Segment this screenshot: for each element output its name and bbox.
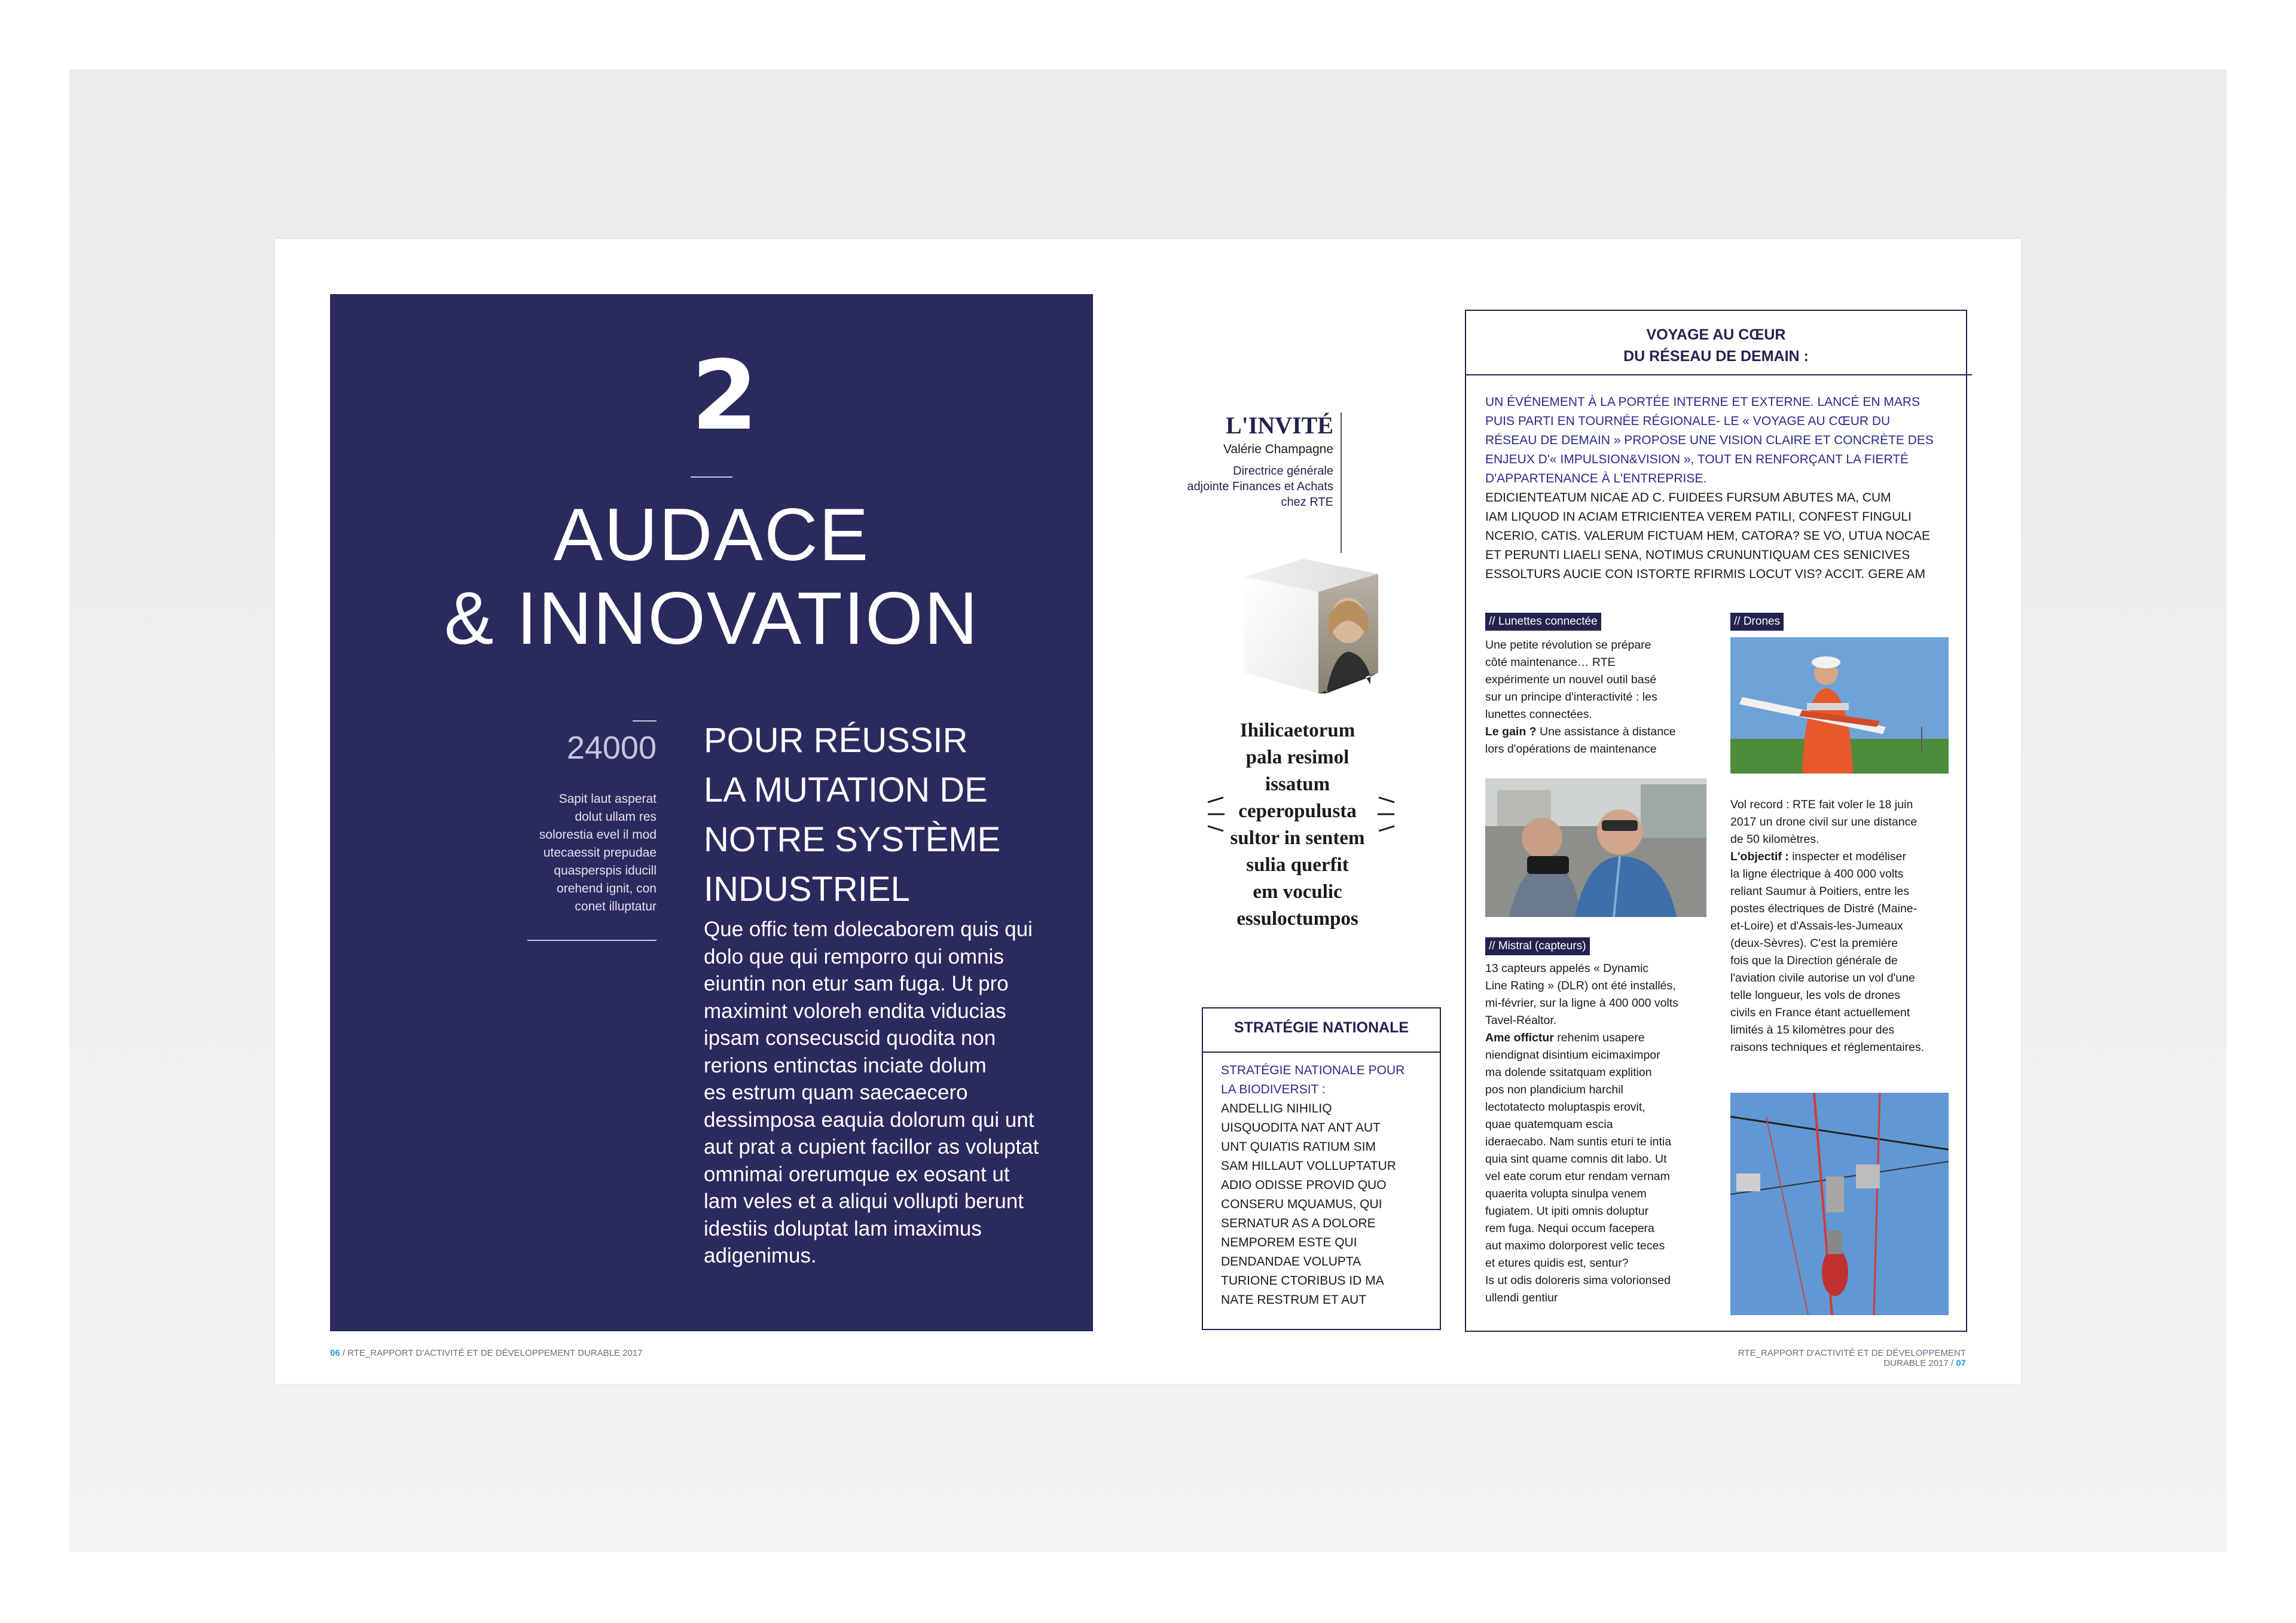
- lunettes-text: Une petite révolution se prépare côté maintenance… RTE expérimente un nouvel outil basé sur un principe d'interactivité : les lunettes connectées. Le gain ? Une assistance à distance lors d'opérations de maintenance: [1485, 638, 1676, 756]
- chapter-title-line2: & INNOVATION: [444, 577, 979, 660]
- magazine-spread: [275, 239, 2021, 1384]
- strategie-rule: [1203, 1052, 1440, 1053]
- invite-name: Valérie Champagne: [1223, 442, 1333, 456]
- photo-mistral: [1730, 1093, 1949, 1315]
- portrait-cube: [1232, 550, 1405, 705]
- stat-number: 24000: [566, 730, 657, 766]
- voyage-lead: UN ÉVÉNEMENT À LA PORTÉE INTERNE ET EXTERNE. LANCÉ EN MARS PUIS PARTI EN TOURNÉE RÉGIONALE- LE « VOYAGE AU CŒUR DU RÉSEAU DE DEMAIN » PROPOSE UNE VISION CLAIRE ET CONCRÈTE DES ENJEUX D'« IMPULSION&VISION », TOUT EN RENFORÇANT LA FIERTÉ D'APPARTENANCE À L'ENTREPRISE.: [1485, 395, 1934, 485]
- chapter-panel: [330, 294, 1093, 1331]
- chapter-body-text: Que offic tem dolecaborem quis qui dolo que qui remporro qui omnis eiuntin non etur sam fuga. Ut pro maximint voloreh endita viducias ipsam consecuscid quodita non rerions entinctas inciate dolum es estrum quam saecaecero dessimposa eaquia dolorum qui unt aut prat a cupient facillor as voluptat omnimai orerumque ex eosant ut lam veles et a aliqui vollupti berunt idestiis doluptat lam imaximus adigenimus.: [704, 918, 1039, 1267]
- quote-mark-right-icon: [1374, 794, 1398, 836]
- page-number-right: 07: [1956, 1358, 1966, 1368]
- page-number-left: 06: [330, 1348, 340, 1358]
- tag-lunettes: // Lunettes connectée: [1485, 613, 1601, 631]
- chapter-number: 2: [691, 340, 758, 451]
- chapter-number-rule: [691, 476, 732, 478]
- voyage-body: EDICIENTEATUM NICAE AD C. FUIDEES FURSUM ABUTES MA, CUM IAM LIQUOD IN ACIAM ETRICIENTEA VEREM PATILI, CONFEST FINGULI NCERIO, CATIS. VALERUM FICTUAM HEM, CATORA? SE VO, UTUA NOCAE ET PERUNTI LIAELI SENA, NOTIMUS CRUNUNTIQUAM CES SENICIVES ESSOLTURS AUCIE CON ISTORTE RFIRMIS LOCUT VIS? ACCIT. GERE AM: [1485, 491, 1931, 581]
- invite-connector-line: [1341, 412, 1342, 553]
- voyage-title: VOYAGE AU CŒUR DU RÉSEAU DE DEMAIN :: [1623, 326, 1809, 365]
- chapter-title-line1: AUDACE: [553, 494, 870, 576]
- photo-drones: [1730, 637, 1949, 774]
- voyage-rule: [1466, 374, 1972, 375]
- strategie-box: [1202, 1007, 1441, 1330]
- chapter-subtitle: POUR RÉUSSIR LA MUTATION DE NOTRE SYSTÈME INDUSTRIEL: [704, 721, 1001, 909]
- footer-right-text: RTE_RAPPORT D'ACTIVITÉ ET DE DÉVELOPPEMENT DURABLE 2017 /: [1738, 1348, 1966, 1368]
- footer-right: [1698, 1348, 1966, 1368]
- photo-lunettes: [1485, 778, 1706, 917]
- stat-caption: Sapit laut asperat dolut ullam res solorestia evel il mod utecaessit prepudae quasperspis iducill orehend ignit, con conet illuptatur: [539, 792, 657, 913]
- voyage-box: [1465, 310, 1967, 1332]
- strategie-title: STRATÉGIE NATIONALE: [1234, 1019, 1409, 1036]
- invite-quote: Ihilicaetorum pala resimol issatum ceperopulusta sultor in sentem sulia querfit em voculic essuloctumpos: [1230, 720, 1365, 930]
- footer-left: [330, 1348, 643, 1358]
- tag-mistral: // Mistral (capteurs): [1485, 937, 1590, 955]
- mistral-text: 13 capteurs appelés « Dynamic Line Rating » (DLR) ont été installés, mi-février, sur la ligne à 400 000 volts Tavel-Réaltor. Ame offictur rehenim usapere niendignat disintium eicimaximpor ma dolende ssitatquam explition pos non plandicium harchil lectotatecto moluptaspis erovit, quae quatemquam escia ideraecabo. Nam suntis eturi te intia quia sint quame comnis dit labo. Ut vel eate corum etur rendam vernam quaerita volupta sinulpa venem fugiatem. Ut ipiti omnis doluptur rem fuga. Nequi occum facepera aut maximo dolorporest velic teces et etures quidis est, sentur? Is ut odis doloreris sima volorionsed ullendi gentiur: [1485, 962, 1678, 1304]
- strategie-body: ANDELLIG NIHILIQ UISQUODITA NAT ANT AUT UNT QUIATIS RATIUM SIM SAM HILLAUT VOLLUPTATUR ADIO ODISSE PROVID QUO CONSERU MQUAMUS, QUI SERNATUR AS A DOLORE NEMPOREM ESTE QUI DENDANDAE VOLUPTA TURIONE CTORIBUS ID MA NATE RESTRUM ET AUT: [1221, 1102, 1396, 1307]
- footer-left-text: / RTE_RAPPORT D'ACTIVITÉ ET DE DÉVELOPPEMENT DURABLE 2017: [340, 1348, 643, 1358]
- invite-title: L'INVITÉ: [1225, 412, 1333, 439]
- strategie-lead: STRATÉGIE NATIONALE POUR LA BIODIVERSIT :: [1221, 1063, 1405, 1096]
- invite-role: Directrice générale adjointe Finances et Achats chez RTE: [1187, 464, 1333, 509]
- mistral-ame-label: Ame offictur: [1485, 1031, 1554, 1044]
- tag-drones: // Drones: [1730, 613, 1784, 631]
- drones-objectif-label: L'objectif :: [1730, 850, 1789, 863]
- lunettes-gain-label: Le gain ?: [1485, 725, 1537, 738]
- drones-text: Vol record : RTE fait voler le 18 juin 2017 un drone civil sur une distance de 50 kilomètres. L'objectif : inspecter et modéliser la ligne électrique à 400 000 volts reliant Saumur à Poitiers, entre les postes électriques de Distré (Maine- et-Loire) et d'Assais-les-Jumeaux (deux-Sèvres). C'est la première fois que la Direction générale de l'aviation civile autorise un vol d'une telle longueur, les vols de drones civils en France étant actuellement limités à 15 kilomètres pour des raisons techniques et réglementaires.: [1730, 798, 1925, 1054]
- stat-rule-bottom: [527, 940, 657, 941]
- stat-rule-top: [633, 720, 657, 722]
